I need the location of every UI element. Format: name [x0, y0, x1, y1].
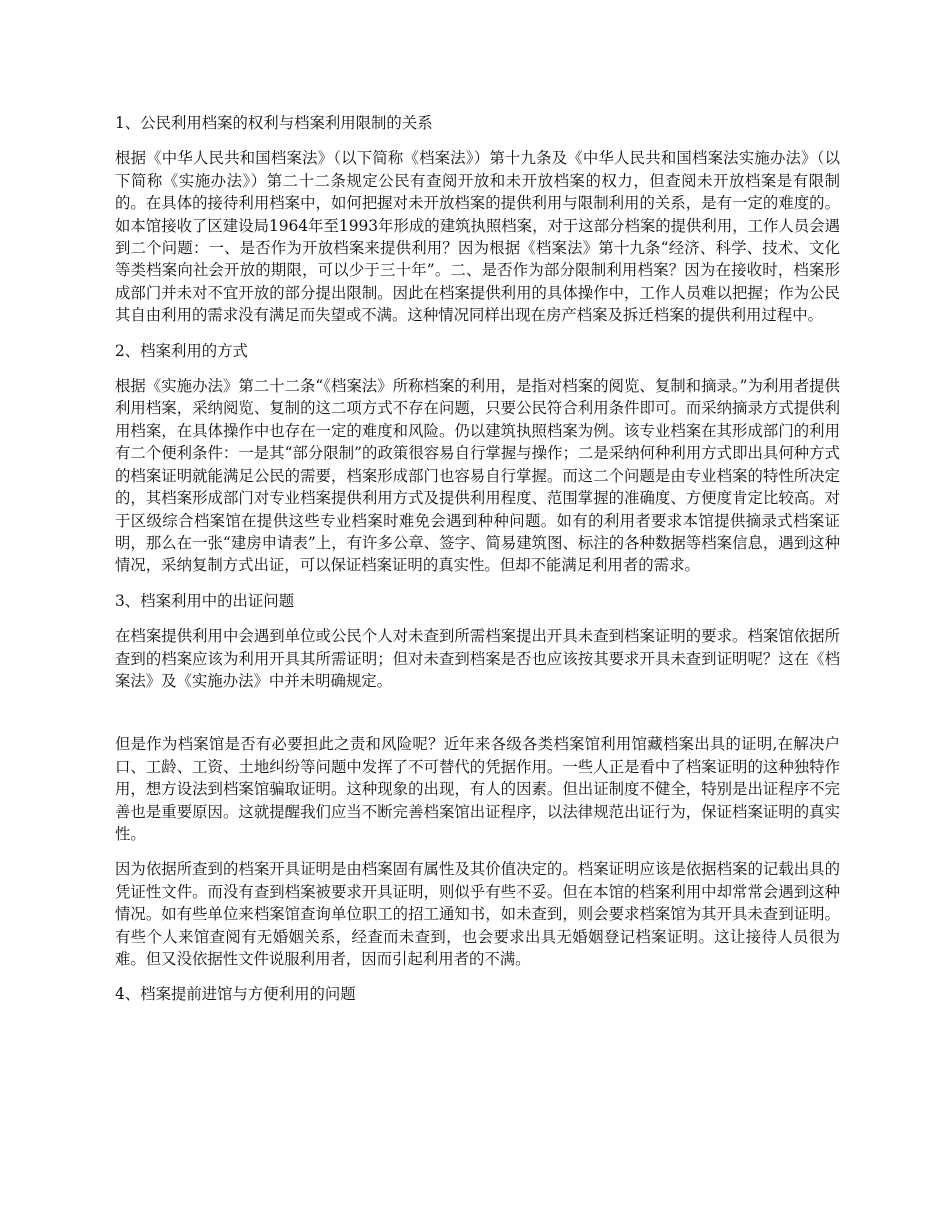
section-1-paragraph-1: 根据《中华人民共和国档案法》（以下简称《档案法》）第十九条及《中华人民共和国档案法实施办法》（以下简称《实施办法》）第二十二条规定公民有查阅开放和未开放档案的权力，但查阅未开放档案是有限制的。在具体的接待利用档案中，如何把握对未开放档案的提供利用与限制利用的关系，是有一定的难度的。如本馆接收了区建设局1964年至1993年形成的建筑执照档案，对于这部分档案的提供利用，工作人员会遇到二个问题：一、是否作为开放档案来提供利用？因为根据《档案法》第十九条“经济、科学、技术、文化等类档案向社会开放的期限，可以少于三十年”。二、是否作为部分限制利用档案？因为在接收时，档案形成部门并未对不宜开放的部分提出限制。因此在档案提供利用的具体操作中，工作人员难以把握；作为公民其自由利用的需求没有满足而失望或不满。这种情况同样出现在房产档案及拆迁档案的提供利用过程中。 — [115, 149, 840, 325]
blank-line — [115, 705, 840, 733]
document-page — [115, 112, 840, 1019]
section-2-heading: 2、档案利用的方式 — [115, 341, 248, 360]
section-3-paragraph-1: 在档案提供利用中会遇到单位或公民个人对未查到所需档案提出开具未查到档案证明的要求。档案馆依据所查到的档案应该为利用开具其所需证明；但对未查到档案是否也应该按其要求开具未查到证明呢？这在《档案法》及《实施办法》中并未明确规定。 — [115, 627, 840, 690]
section-2-paragraph-1: 根据《实施办法》第二十二条“《档案法》所称档案的利用，是指对档案的阅览、复制和摘录。”为利用者提供利用档案，采纳阅览、复制的这二项方式不存在问题，只要公民符合利用条件即可。而采纳摘录方式提供利用档案，在具体操作中也存在一定的难度和风险。仍以建筑执照档案为例。该专业档案在其形成部门的利用有二个便利条件：一是其“部分限制”的政策很容易自行掌握与操作；二是采纳何种利用方式即出具何种方式的档案证明就能满足公民的需要，档案形成部门也容易自行掌握。而这二个问题是由专业档案的特性所决定的，其档案形成部门对专业档案提供利用方式及提供利用程度、范围掌握的准确度、方便度肯定比较高。对于区级综合档案馆在提供这些专业档案时难免会遇到种种问题。如有的利用者要求本馆提供摘录式档案证明，那么在一张“建房申请表”上，有许多公章、签字、简易建筑图、标注的各种数据等档案信息，遇到这种情况，采纳复制方式出证，可以保证档案证明的真实性。但却不能满足利用者的需求。 — [115, 377, 840, 575]
section-3-heading: 3、档案利用中的出证问题 — [115, 591, 295, 610]
section-3-paragraph-2: 但是作为档案馆是否有必要担此之责和风险呢？近年来各级各类档案馆利用馆藏档案出具的证明,在解决户口、工龄、工资、土地纠纷等问题中发挥了不可替代的凭据作用。一些人正是看中了档案证明的这种独特作用，想方设法到档案馆骗取证明。这种现象的出现，有人的因素。但出证制度不健全，特别是出证程序不完善也是重要原因。这就提醒我们应当不断完善档案馆出证程序，以法律规范出证行为，保证档案证明的真实性。 — [115, 735, 840, 843]
section-1-heading: 1、公民利用档案的权利与档案利用限制的关系 — [115, 114, 433, 132]
section-4-heading: 4、档案提前进馆与方便利用的问题 — [115, 985, 356, 1004]
section-3-paragraph-3: 因为依据所查到的档案开具证明是由档案固有属性及其价值决定的。档案证明应该是依据档案的记载出具的凭证性文件。而没有查到档案被要求开具证明，则似乎有些不妥。但在本馆的档案利用中却常常会遇到这种情况。如有些单位来档案馆查询单位职工的招工通知书，如未查到，则会要求档案馆为其开具未查到证明。有些个人来馆查阅有无婚姻关系，经查而未查到，也会要求出具无婚姻登记档案证明。这让接待人员很为难。但又没依据性文件说服利用者，因而引起利用者的不满。 — [115, 860, 840, 968]
